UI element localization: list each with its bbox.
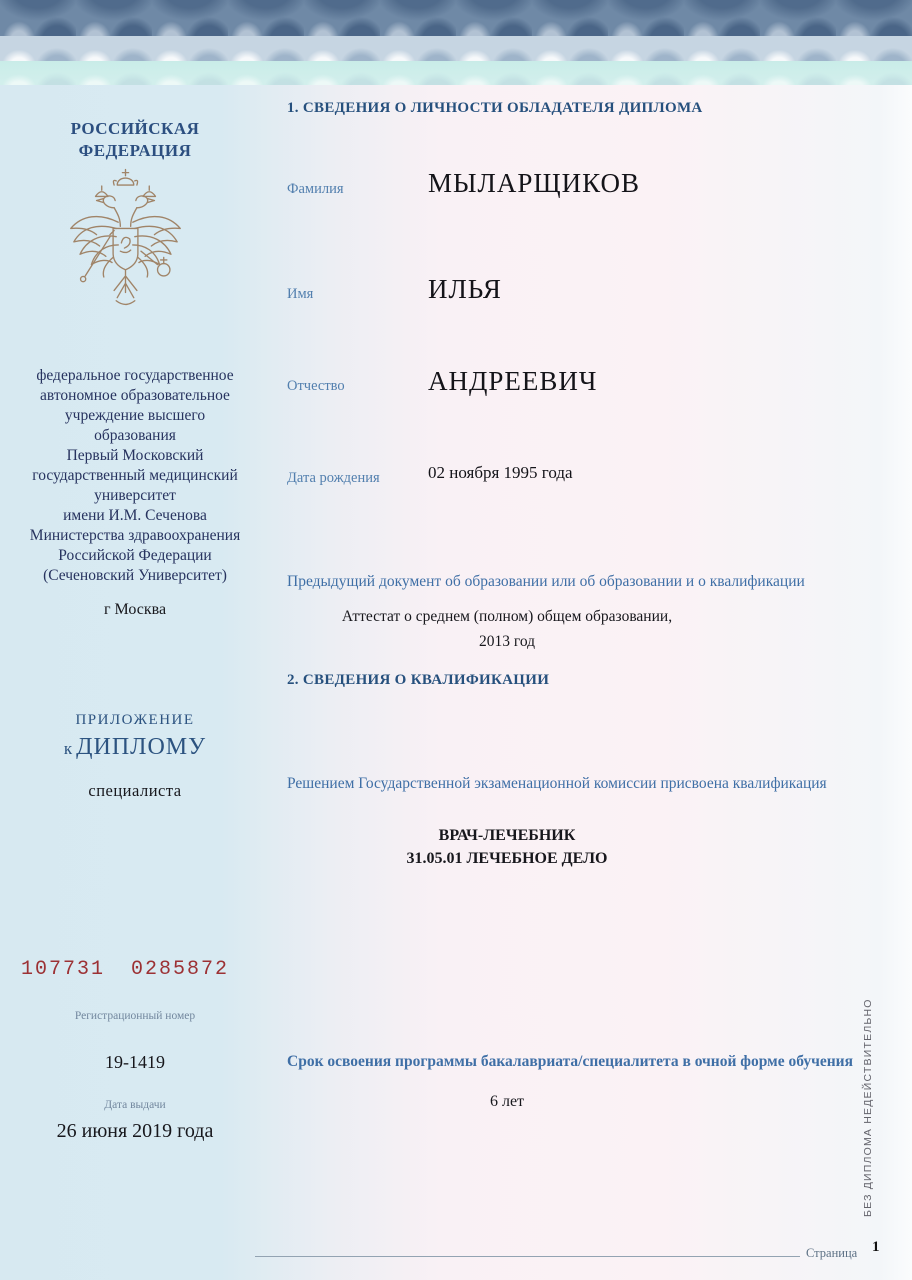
guilloche-band-mid [0,36,912,61]
page-label: Страница [806,1246,858,1260]
institution-line: учреждение высшего [64,407,206,424]
previous-document-line2: 2013 год [478,633,536,650]
registration-number: 19-1419 [105,1052,165,1072]
guilloche-band-dark [0,0,912,36]
russian-coat-of-arms-icon [48,168,203,324]
institution-line: федеральное государственное [36,367,234,384]
given-name-label: Имя [287,286,314,302]
qualification-value [287,824,727,870]
issue-date-label: Дата выдачи [104,1099,166,1111]
institution-line: государственный медицинский [32,467,238,484]
previous-document-value [287,604,727,654]
patronymic-label: Отчество [287,378,345,394]
institution-line: Первый Московский [66,447,204,464]
diploma-word: ДИПЛОМУ [76,734,207,760]
given-name-value: ИЛЬЯ [428,274,502,304]
document-type-title [0,712,270,801]
city: г Москва [103,601,167,618]
institution-line: университет [94,487,176,504]
section1-title: 1. СВЕДЕНИЯ О ЛИЧНОСТИ ОБЛАДАТЕЛЯ ДИПЛОМА [287,100,703,116]
specialist-word: специалиста [88,781,182,800]
institution-line: автономное образовательное [40,387,230,404]
study-duration-value: 6 лет [489,1093,525,1110]
institution-line: Российской Федерации [58,547,212,564]
institution-line: имени И.М. Сеченова [63,507,207,524]
surname-label: Фамилия [287,181,344,197]
study-duration-label: Срок освоения программы бакалавриата/специалитета в очной форме обучения [287,1053,853,1070]
country-line1: РОССИЙСКАЯ [70,119,200,138]
patronymic-value: АНДРЕЕВИЧ [428,366,598,396]
qualification-line1: ВРАЧ-ЛЕЧЕБНИК [438,827,576,844]
institution-line: (Сеченовский Университет) [43,567,227,584]
serial-number: 107731 0285872 [20,958,230,981]
footer-rule [255,1256,800,1257]
country-line2: ФЕДЕРАЦИЯ [78,141,192,160]
institution-line: Министерства здравоохранения [29,527,241,544]
supplement-word: ПРИЛОЖЕНИЕ [75,712,195,728]
birth-date-label: Дата рождения [287,470,380,486]
birth-date-value: 02 ноября 1995 года [428,463,573,482]
section2-title: 2. СВЕДЕНИЯ О КВАЛИФИКАЦИИ [287,672,550,688]
issue-date: 26 июня 2019 года [56,1120,214,1142]
previous-document-label: Предыдущий документ об образовании или об образовании и о квалификации [287,573,805,590]
surname-value: МЫЛАРЩИКОВ [428,168,640,198]
institution-name [4,366,266,586]
qualification-decision-label: Решением Государственной экзаменационной комиссии присвоена квалификация [287,775,827,792]
country-title [0,118,270,162]
to-diploma-line [0,734,270,761]
to-diploma-prefix: к [63,739,73,758]
void-without-diploma-watermark: БЕЗ ДИПЛОМА НЕДЕЙСТВИТЕЛЬНО [862,998,874,1217]
registration-number-label: Регистрационный номер [74,1010,196,1022]
qualification-line2: 31.05.01 ЛЕЧЕБНОЕ ДЕЛО [406,850,608,867]
institution-line: образования [94,427,176,444]
guilloche-band-light [0,61,912,85]
page-number: 1 [872,1239,880,1255]
previous-document-line1: Аттестат о среднем (полном) общем образовании, [341,608,673,625]
